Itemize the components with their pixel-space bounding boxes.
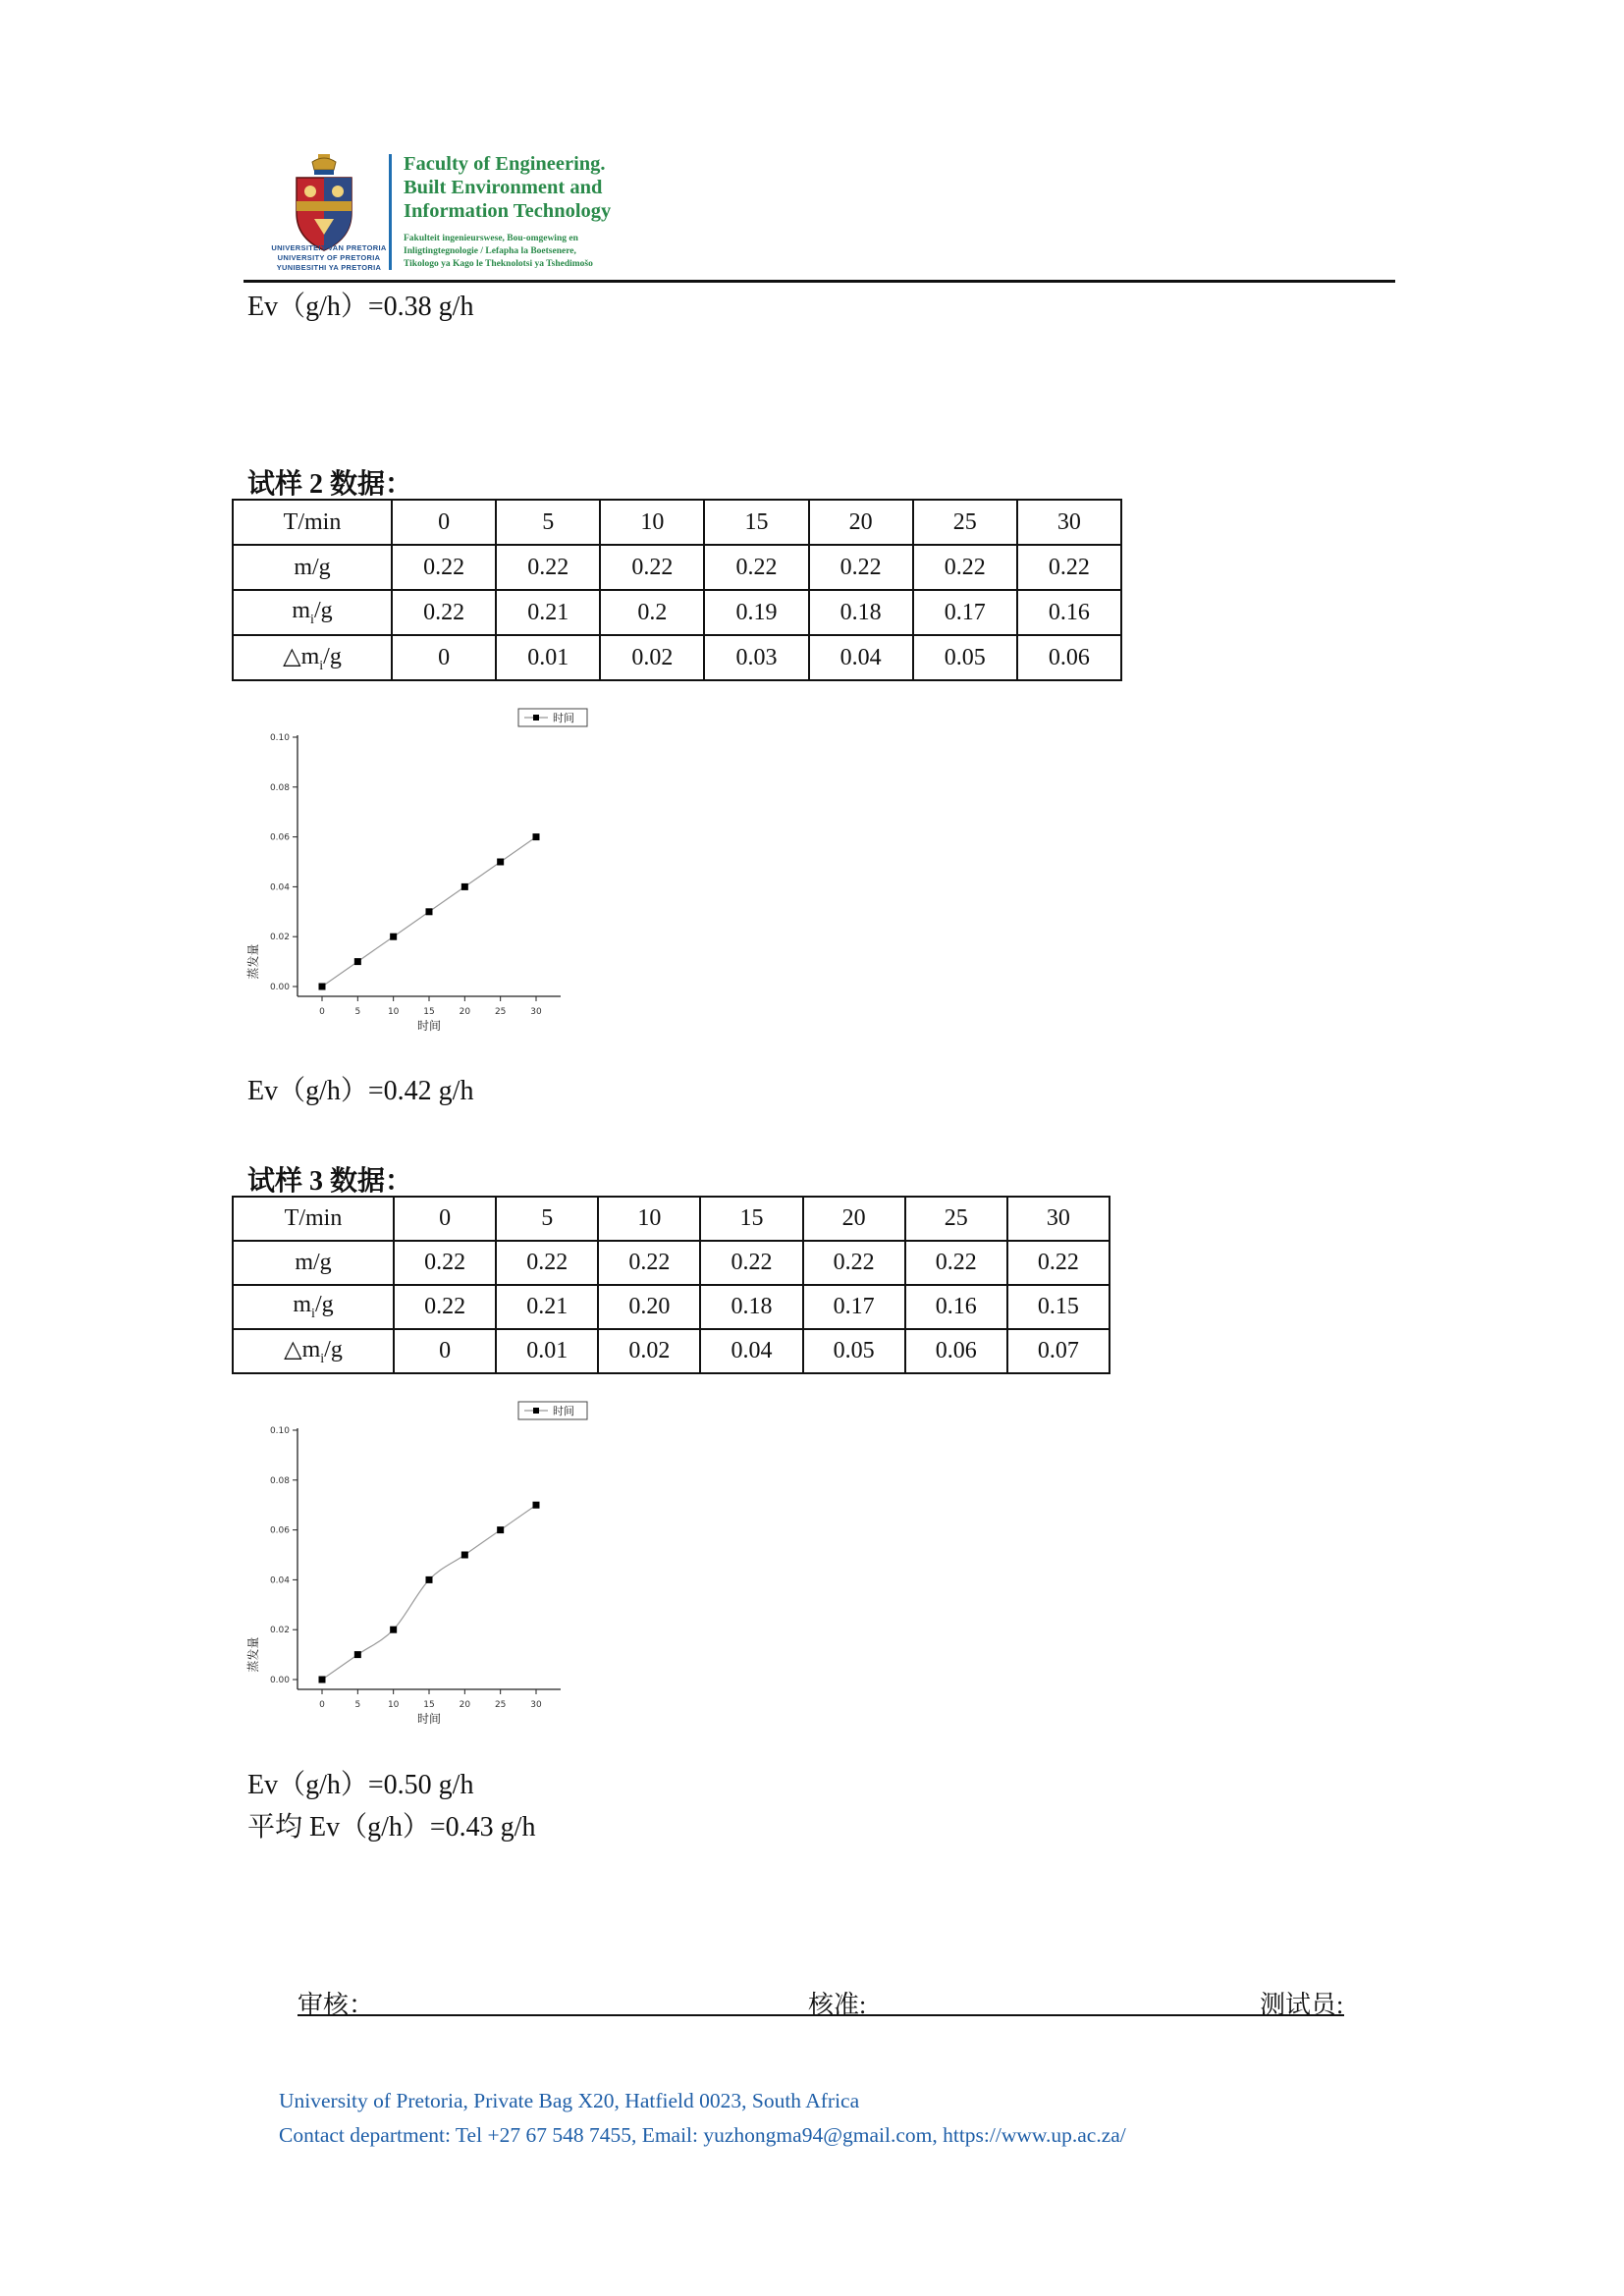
table-row (233, 1241, 1110, 1285)
data-point (390, 1627, 397, 1633)
table-cell: 0.22 (394, 1285, 496, 1329)
sample3-data-table (232, 1196, 1110, 1374)
table-cell: 0 (392, 635, 496, 680)
table-cell: 0.06 (905, 1329, 1007, 1373)
table-cell: 0.22 (600, 545, 704, 590)
x-tick-label: 5 (354, 1007, 361, 1017)
table-cell: 0.07 (1007, 1329, 1110, 1373)
y-tick-label: 0.08 (269, 782, 290, 793)
x-tick-label: 30 (530, 1700, 542, 1710)
y-tick-label: 0.00 (269, 1676, 290, 1685)
sample2-data-table (232, 499, 1122, 681)
faculty-title-line-3: Information Technology (404, 200, 612, 222)
data-point (497, 1526, 504, 1533)
table-cell: 0.22 (496, 1241, 598, 1285)
data-point (354, 1651, 361, 1658)
row-header: m/g (233, 545, 392, 590)
table-cell: 5 (496, 500, 600, 545)
table-cell: 0.17 (803, 1285, 905, 1329)
table-cell: 0 (394, 1197, 496, 1241)
table-cell: 0.03 (704, 635, 808, 680)
sample3-ev-result: Ev（g/h）=0.50 g/h (247, 1770, 474, 1800)
data-point (354, 958, 361, 965)
table-cell: 0.18 (809, 590, 913, 635)
table-cell: 0.22 (1017, 545, 1121, 590)
x-tick-label: 0 (319, 1700, 325, 1710)
x-axis-label: 时间 (416, 1019, 442, 1033)
sample3-heading: 试样 3 数据： (247, 1166, 413, 1197)
table-cell: 0.22 (803, 1241, 905, 1285)
table-row (233, 1285, 1110, 1329)
legend-label: 时间 (553, 712, 574, 724)
x-tick-label: 25 (494, 1700, 507, 1710)
chart-svg (236, 699, 648, 1052)
table-row (233, 1197, 1110, 1241)
sample2-evaporation-chart (236, 699, 648, 1057)
legend-marker (533, 715, 539, 721)
table-cell: 0.17 (913, 590, 1017, 635)
table-cell: 0.04 (809, 635, 913, 680)
table-cell: 0.20 (598, 1285, 700, 1329)
table-cell: 0.22 (392, 545, 496, 590)
data-point (533, 1502, 540, 1509)
sample2-ev-result: Ev（g/h）=0.42 g/h (247, 1076, 474, 1106)
y-axis-label: 蒸发量 (246, 943, 260, 980)
y-tick-label: 0.10 (269, 1426, 290, 1436)
row-header: $\triangle m_i/g$ (233, 1329, 394, 1373)
table-cell: 25 (905, 1197, 1007, 1241)
table-row (233, 500, 1121, 545)
table-cell: 0.16 (1017, 590, 1121, 635)
sample3-evaporation-chart (236, 1392, 648, 1750)
table-cell: 0.21 (496, 1285, 598, 1329)
table-cell: 0.19 (704, 590, 808, 635)
data-point (497, 859, 504, 866)
faculty-subtitle-line-1: Fakulteit ingenieurswese, Bou-omgewing en (404, 234, 578, 243)
table-cell: 0.2 (600, 590, 704, 635)
y-tick-label: 0.00 (269, 983, 290, 992)
y-tick-label: 0.06 (269, 1525, 290, 1536)
faculty-title-line-2: Built Environment and (404, 177, 603, 198)
table-row (233, 545, 1121, 590)
chart-svg (236, 1392, 648, 1745)
table-cell: 0.18 (700, 1285, 802, 1329)
x-tick-label: 10 (387, 1700, 400, 1710)
table-cell: 0.22 (496, 545, 600, 590)
table-cell: 30 (1017, 500, 1121, 545)
y-tick-label: 0.10 (269, 733, 290, 743)
table-cell: 20 (803, 1197, 905, 1241)
faculty-subtitle-line-2: Inligtingtegnologie / Lefapha la Boetsenere, (404, 246, 576, 256)
approver-label: 核准: (808, 1991, 867, 2019)
row-header: T/min (233, 1197, 394, 1241)
series-line (322, 1505, 536, 1680)
legend-marker (533, 1408, 539, 1414)
average-ev-result: 平均 Ev（g/h）=0.43 g/h (247, 1812, 536, 1842)
reviewer-label: 审核： (298, 1991, 375, 2019)
table-cell: 0.21 (496, 590, 600, 635)
x-tick-label: 5 (354, 1700, 361, 1710)
footer-address: University of Pretoria, Private Bag X20, Hatfield 0023, South Africa (279, 2089, 860, 2112)
data-point (533, 833, 540, 840)
x-tick-label: 25 (494, 1007, 507, 1017)
y-tick-label: 0.04 (269, 1575, 290, 1586)
footer-contact: Contact department: Tel +27 67 548 7455, Email: yuzhongma94@gmail.com, https://www.up.ac.za/ (279, 2123, 1126, 2147)
table-cell: 0.02 (600, 635, 704, 680)
legend-label: 时间 (553, 1405, 574, 1417)
sample1-ev-result: Ev（g/h）=0.38 g/h (247, 292, 474, 322)
x-tick-label: 20 (459, 1007, 471, 1017)
data-point (461, 1552, 468, 1559)
table-cell: 0.04 (700, 1329, 802, 1373)
table-cell: 0.22 (598, 1241, 700, 1285)
x-axis-label: 时间 (416, 1712, 442, 1726)
table-cell: 0.06 (1017, 635, 1121, 680)
table-cell: 0.22 (905, 1241, 1007, 1285)
data-point (319, 984, 326, 990)
data-point (426, 908, 433, 915)
row-header: m/g (233, 1241, 394, 1285)
x-tick-label: 15 (423, 1700, 435, 1710)
y-tick-label: 0.06 (269, 832, 290, 843)
data-point (461, 883, 468, 890)
university-name-afrikaans: UNIVERSITEIT VAN PRETORIA (271, 243, 387, 252)
row-header: $m_i/g$ (233, 1285, 394, 1329)
table-row (233, 635, 1121, 680)
logo-divider (389, 154, 392, 270)
university-name-english: UNIVERSITY OF PRETORIA (277, 253, 381, 262)
x-tick-label: 10 (387, 1007, 400, 1017)
y-tick-label: 0.02 (269, 933, 290, 943)
faculty-subtitle-line-3: Tikologo ya Kago le Theknolotsi ya Tshedimošo (404, 259, 593, 269)
table-cell: 0.22 (913, 545, 1017, 590)
table-cell: 10 (598, 1197, 700, 1241)
y-axis-label: 蒸发量 (246, 1636, 260, 1673)
table-cell: 0.05 (913, 635, 1017, 680)
table-cell: 0.22 (700, 1241, 802, 1285)
data-point (390, 934, 397, 940)
university-name-sepedi: YUNIBESITHI YA PRETORIA (276, 263, 382, 272)
x-tick-label: 20 (459, 1700, 471, 1710)
table-cell: 0.22 (809, 545, 913, 590)
tester-label: 测试员: (1260, 1991, 1344, 2019)
table-cell: 30 (1007, 1197, 1110, 1241)
table-cell: 0.22 (394, 1241, 496, 1285)
table-cell: 0.05 (803, 1329, 905, 1373)
table-cell: 0.16 (905, 1285, 1007, 1329)
y-tick-label: 0.02 (269, 1626, 290, 1636)
y-tick-label: 0.04 (269, 882, 290, 893)
data-point (319, 1677, 326, 1683)
y-tick-label: 0.08 (269, 1475, 290, 1486)
signature-rule (298, 2014, 1344, 2016)
table-cell: 25 (913, 500, 1017, 545)
x-tick-label: 15 (423, 1007, 435, 1017)
table-cell: 15 (700, 1197, 802, 1241)
table-cell: 0.22 (1007, 1241, 1110, 1285)
faculty-title-line-1: Faculty of Engineering. (404, 153, 606, 175)
table-cell: 0.22 (392, 590, 496, 635)
table-cell: 0 (394, 1329, 496, 1373)
x-tick-label: 0 (319, 1007, 325, 1017)
row-header: $\triangle m_i/g$ (233, 635, 392, 680)
table-cell: 0.01 (496, 635, 600, 680)
table-cell: 0 (392, 500, 496, 545)
table-cell: 0.22 (704, 545, 808, 590)
data-point (426, 1576, 433, 1583)
table-cell: 20 (809, 500, 913, 545)
x-tick-label: 30 (530, 1007, 542, 1017)
table-row (233, 590, 1121, 635)
table-cell: 0.15 (1007, 1285, 1110, 1329)
header-divider (244, 280, 1395, 283)
table-cell: 5 (496, 1197, 598, 1241)
table-row (233, 1329, 1110, 1373)
table-cell: 10 (600, 500, 704, 545)
row-header: $m_i/g$ (233, 590, 392, 635)
sample2-heading: 试样 2 数据： (247, 469, 413, 500)
table-cell: 15 (704, 500, 808, 545)
table-cell: 0.01 (496, 1329, 598, 1373)
table-cell: 0.02 (598, 1329, 700, 1373)
row-header: T/min (233, 500, 392, 545)
